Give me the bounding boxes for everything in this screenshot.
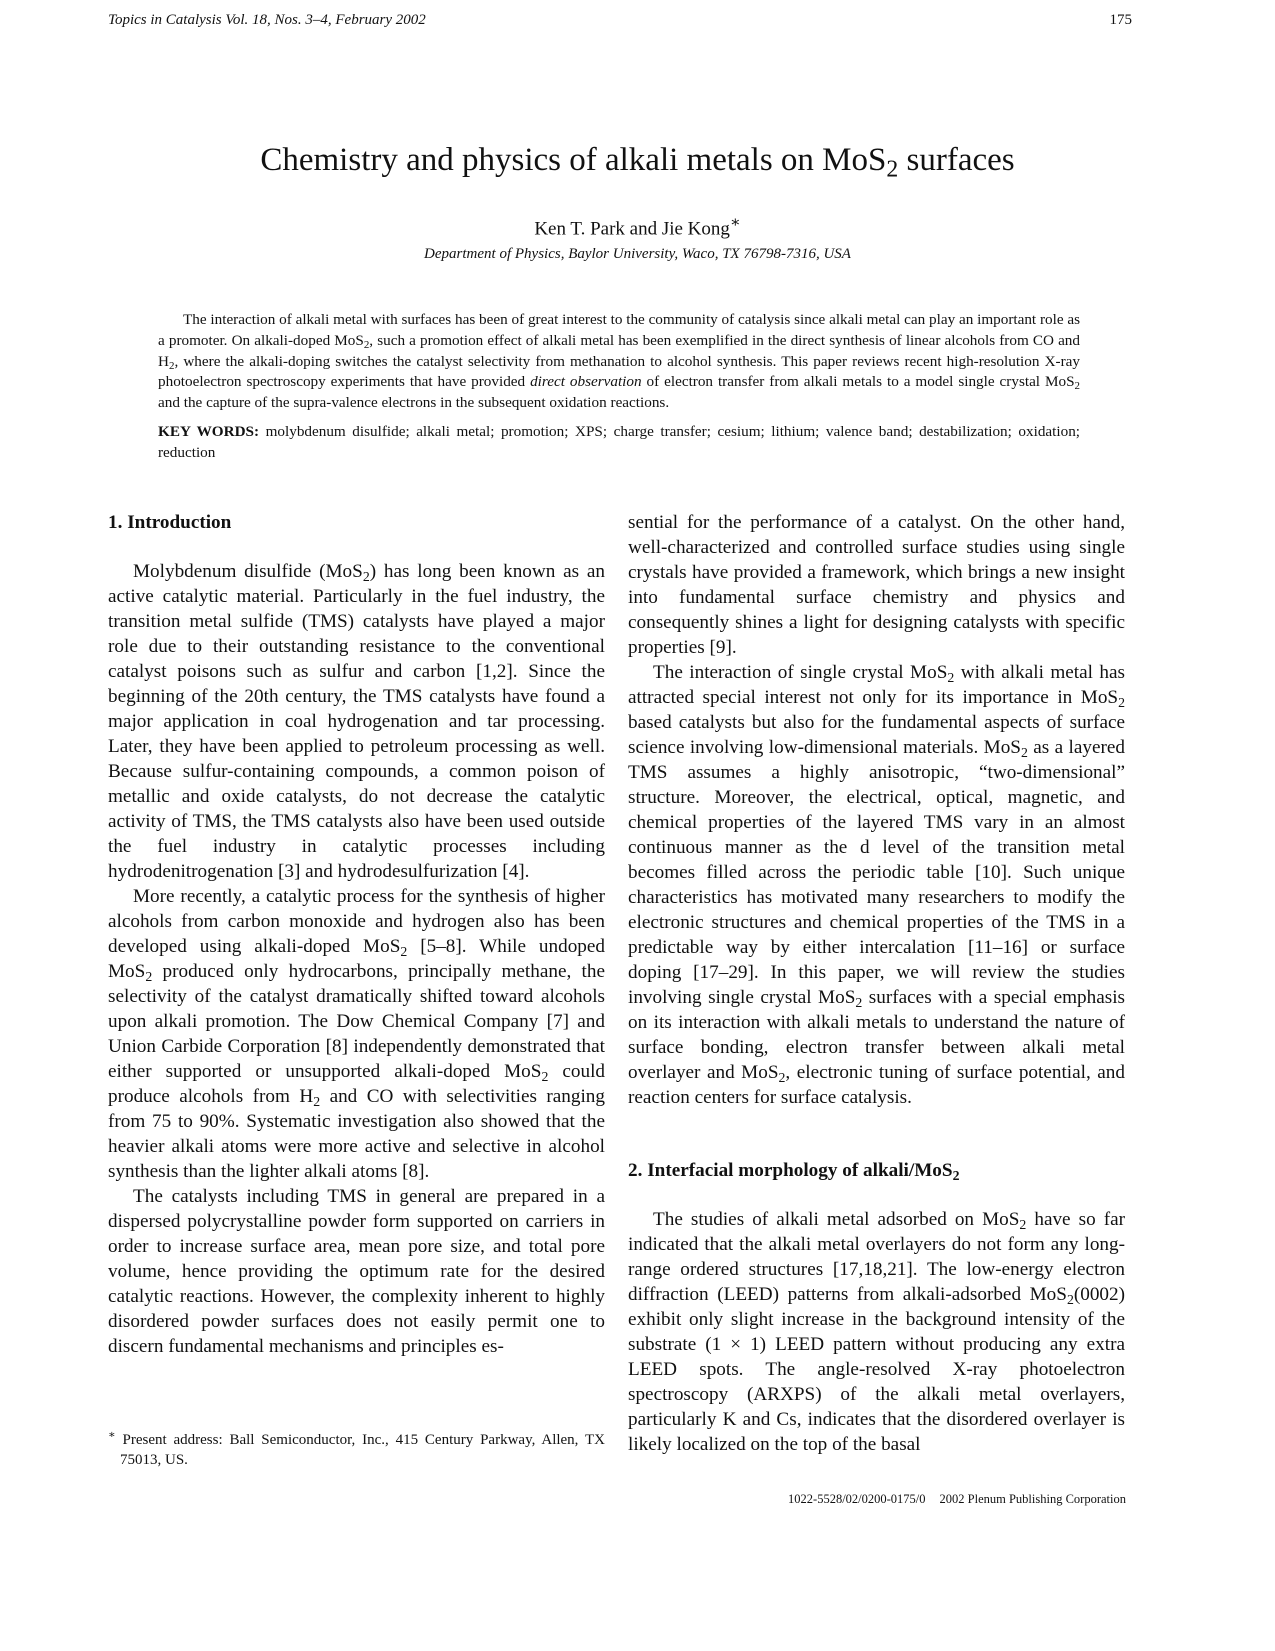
body-paragraph <box>108 884 605 1184</box>
right-column <box>628 510 1125 1457</box>
body-text: (0002) exhibit only slight increase in the background intensity of the substrate (1 × 1) LEED pattern without producing any extra LEED spots. The angle-resolved X-ray photoelectron spectroscopy (ARXPS) of the alkali metal overlayers, particularly K and Cs, indicates that the disordered overlayer is likely localized on the top of the basal <box>628 1284 1125 1455</box>
abstract-text: , where the alkali-doping switches the catalyst selectivity from methanation to alcohol synthesis. This paper reviews recent high-resolution X-ray photoelectron spectroscopy experiments that have provided <box>158 352 1080 391</box>
abstract <box>158 310 1080 414</box>
copyright-line <box>788 1492 1126 1507</box>
footnote-body: Present address: Ball Semiconductor, Inc., 415 Century Parkway, Allen, TX 75013, US. <box>115 1432 605 1468</box>
page-number: 175 <box>1109 12 1132 28</box>
doi-code: 1022-5528/02/0200-0175/0 <box>788 1492 926 1506</box>
body-text: produced only hydrocarbons, principally methane, the selectivity of the catalyst dramatically shifted toward alcohols upon alkali promotion. The Dow Chemical Company [7] and Union Carbide Corporation [8] independently demonstrated that either supported or unsupported alkali-doped MoS <box>108 961 605 1082</box>
body-text: The interaction of single crystal MoS <box>653 662 948 683</box>
subscript: 2 <box>1020 744 1028 760</box>
keywords-text: molybdenum disulfide; alkali metal; promotion; XPS; charge transfer; cesium; lithium; valence band; destabilization; oxidation; reduction <box>158 423 1081 461</box>
body-paragraph <box>628 1207 1125 1457</box>
body-text: Molybdenum disulfide (MoS <box>133 561 363 582</box>
author-line <box>0 212 1275 240</box>
body-text: based catalysts but also for the fundamental aspects of surface science involving low-dimensional materials. MoS <box>628 712 1125 758</box>
keywords <box>158 421 1080 463</box>
abstract-emphasis: direct observation <box>530 373 642 391</box>
subscript: 2 <box>1074 380 1080 393</box>
body-text: could produce alcohols from H <box>108 1061 605 1107</box>
body-text: have so far indicated that the alkali metal overlayers do not form any long-range ordered structures [17,18,21]. The low-energy electron diffraction (LEED) patterns from alkali-adsorbed MoS <box>628 1209 1126 1305</box>
paper-title <box>0 140 1275 183</box>
subscript: 2 <box>400 943 408 959</box>
author-names: Ken T. Park and Jie Kong <box>534 218 730 240</box>
body-text: as a layered TMS assumes a highly anisotropic, “two-dimensional” structure. Moreover, the electrical, optical, magnetic, and chemical properties of the layered TMS vary in an almost continuous manner as the d level of the transition metal becomes filled across the periodic table [10]. Such unique characteristics has motivated many researchers to modify the electronic structures and chemical properties of the TMS in a predictable way by either intercalation [11–16] or surface doping [17–29]. In this paper, we will review the studies involving single crystal MoS <box>628 737 1125 1008</box>
subscript: 2 <box>541 1068 549 1084</box>
left-column <box>108 510 605 1359</box>
keywords-label: KEY WORDS: <box>158 423 260 440</box>
body-paragraph: The catalysts including TMS in general are prepared in a dispersed polycrystalline powder form supported on carriers in order to increase surface area, mean pore size, and total pore volume, hence providing the optimum rate for the desired catalytic reactions. However, the complexity inherent to highly disordered powder surfaces does not easily permit one to discern fundamental mechanisms and principles es- <box>108 1186 605 1357</box>
body-text: , electronic tuning of surface potential, and reaction centers for surface catalysis. <box>628 1062 1125 1108</box>
abstract-text: , such a promotion effect of alkali metal has been exemplified in the direct synthesis of linear alcohols from CO and H <box>158 331 1080 370</box>
body-text: with alkali metal has attracted special interest not only for its importance in MoS <box>628 662 1125 708</box>
body-paragraph <box>108 559 605 884</box>
subscript: 2 <box>778 1069 786 1085</box>
body-text: [5–8]. While undoped MoS <box>108 936 605 982</box>
subscript: 2 <box>1118 694 1125 710</box>
body-text: ) has long been known as an active catalytic material. Particularly in the fuel industry, the transition metal sulfide (TMS) catalysts have played a major role due to their outstanding resistance to the conventional catalyst poisons such as sulfur and carbon [1,2]. Since the beginning of the 20th century, the TMS catalysts have found a major application in coal hydrogenation and tar processing. Later, they have been applied to petroleum processing as well. Because sulfur-containing compounds, a common poison of metallic and oxide catalysts, do not decrease the catalytic activity of TMS, the TMS catalysts also have been used outside the fuel industry in catalytic processes including hydrodenitrogenation [3] and hydrodesulfurization [4]. <box>108 561 605 882</box>
author-footnote-marker: ∗ <box>729 214 741 231</box>
section-2-heading <box>628 1158 1125 1183</box>
body-paragraph <box>628 660 1125 1110</box>
footnote-text <box>108 1425 605 1470</box>
body-text: surfaces with a special emphasis on its interaction with alkali metals to understand the nature of surface bonding, electron transfer between alkali metal overlayer and MoS <box>628 987 1126 1083</box>
affiliation: Department of Physics, Baylor University, Waco, TX 76798-7316, USA <box>424 246 851 262</box>
footnote <box>108 1425 605 1470</box>
running-header <box>108 12 1132 38</box>
subscript: 2 <box>947 669 955 685</box>
journal-citation: Topics in Catalysis Vol. 18, Nos. 3–4, February 2002 <box>108 12 426 28</box>
body-paragraph-continued: sential for the performance of a catalyst. On the other hand, well-characterized and controlled surface studies using single crystals have provided a framework, which brings a new insight into fundamental surface chemistry and physics and consequently shines a light for designing catalysts with specific properties [9]. <box>628 512 1125 658</box>
section-2-heading-text: 2. Interfacial morphology of alkali/MoS <box>628 1160 953 1181</box>
publisher: 2002 Plenum Publishing Corporation <box>939 1492 1126 1506</box>
abstract-text: and the capture of the supra-valence electrons in the subsequent oxidation reactions. <box>158 394 670 412</box>
title-subscript: 2 <box>886 156 899 183</box>
subscript: 2 <box>362 568 370 584</box>
abstract-text: of electron transfer from alkali metals to a model single crystal MoS <box>641 373 1075 391</box>
title-end: surfaces <box>898 142 1015 178</box>
subscript: 2 <box>952 1167 960 1183</box>
subscript: 2 <box>855 994 863 1010</box>
section-1-heading: 1. Introduction <box>108 512 232 533</box>
subscript: 2 <box>168 359 175 372</box>
body-text: The studies of alkali metal adsorbed on MoS <box>653 1209 1020 1230</box>
title-text: Chemistry and physics of alkali metals on MoS <box>260 142 887 178</box>
subscript: 2 <box>1019 1216 1027 1232</box>
footnote-marker: ∗ <box>108 1429 116 1441</box>
body-text: More recently, a catalytic process for the synthesis of higher alcohols from carbon monoxide and hydrogen also has been developed using alkali-doped MoS <box>108 886 605 957</box>
subscript: 2 <box>1066 1291 1074 1307</box>
abstract-text: The interaction of alkali metal with surfaces has been of great interest to the community of catalysis since alkali metal can play an important role as a promoter. On alkali-doped MoS <box>158 311 1081 349</box>
subscript: 2 <box>363 338 370 351</box>
body-text: and CO with selectivities ranging from 75 to 90%. Systematic investigation also showed that the heavier alkali atoms were more active and selective in alcohol synthesis than the lighter alkali atoms [8]. <box>108 1086 605 1182</box>
subscript: 2 <box>313 1093 321 1109</box>
subscript: 2 <box>145 968 153 984</box>
abstract-paragraph <box>158 310 1080 414</box>
